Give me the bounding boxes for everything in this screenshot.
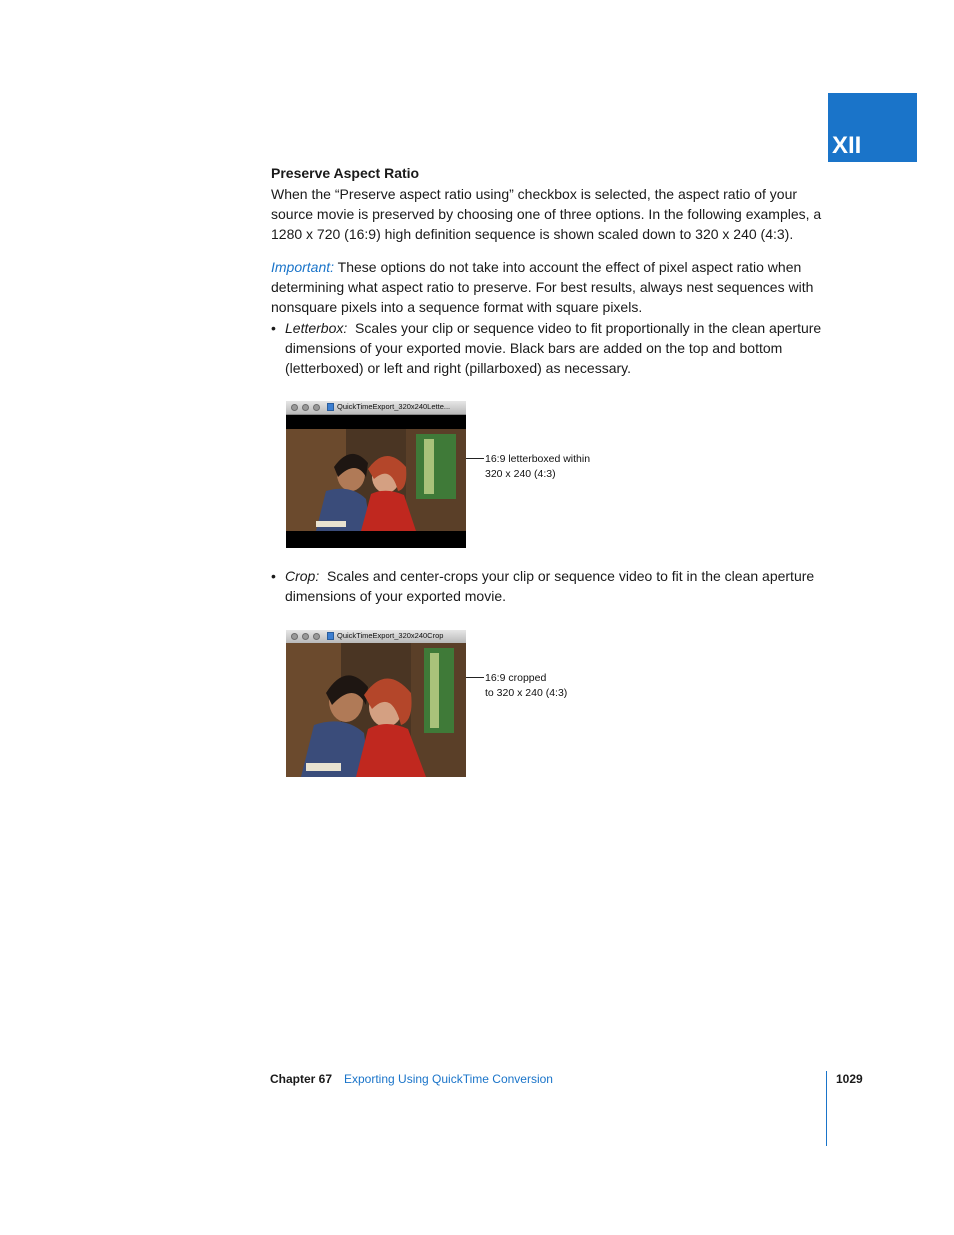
callout-leader-line xyxy=(466,677,484,678)
bullet-letterbox xyxy=(271,318,831,378)
page-number: 1029 xyxy=(836,1072,863,1086)
close-button-icon xyxy=(291,404,298,411)
close-button-icon xyxy=(291,633,298,640)
section-body-2 xyxy=(271,566,831,606)
minimize-button-icon xyxy=(302,633,309,640)
intro-paragraph: When the “Preserve aspect ratio using” checkbox is selected, the aspect ratio of your source movie is preserved by choosing one of three options. In the following examples, a 1280 x 720 (16:9) high definition sequence is shown scaled down to 320 x 240 (4:3). xyxy=(271,186,822,242)
minimize-button-icon xyxy=(302,404,309,411)
important-label: Important: xyxy=(271,259,335,275)
zoom-button-icon xyxy=(313,404,320,411)
zoom-button-icon xyxy=(313,633,320,640)
callout-leader-line xyxy=(466,458,484,459)
footer-chapter: Chapter 67 xyxy=(270,1072,333,1086)
section-body xyxy=(271,163,831,378)
crop-screenshot xyxy=(286,630,466,777)
caption-line: 320 x 240 (4:3) xyxy=(485,468,556,480)
window-titlebar xyxy=(286,630,466,644)
footer-chapter-title-link[interactable]: Exporting Using QuickTime Conversion xyxy=(344,1072,553,1086)
document-icon xyxy=(327,632,334,640)
crop-caption xyxy=(485,671,567,701)
important-text: These options do not take into account the effect of pixel aspect ratio when determining what aspect ratio to preserve. For best results, always nest sequences with nonsquare pixels into a sequence format with square pixels. xyxy=(271,259,814,315)
footer-divider xyxy=(826,1071,827,1146)
letterbox-screenshot xyxy=(286,401,466,548)
window-title: QuickTimeExport_320x240Crop xyxy=(337,631,444,640)
bullet-term: Letterbox: xyxy=(285,320,348,336)
important-note xyxy=(271,257,831,317)
chapter-tab-label: XII xyxy=(832,132,862,159)
window-titlebar xyxy=(286,401,466,415)
caption-line: to 320 x 240 (4:3) xyxy=(485,687,568,699)
bullet-text: Scales your clip or sequence video to fit proportionally in the clean aperture dimensions of your exported movie. Black bars are added on the top and bottom (letterboxed) or left and right (pillarboxed) as necessary. xyxy=(285,320,822,376)
bullet-dot: • xyxy=(271,320,276,336)
video-frame-image xyxy=(286,643,466,777)
bullet-dot: • xyxy=(271,568,276,584)
bullet-text: Scales and center-crops your clip or sequence video to fit in the clean aperture dimensions of your exported movie. xyxy=(285,568,815,604)
document-icon xyxy=(327,403,334,411)
caption-line: 16:9 letterboxed within xyxy=(485,453,591,465)
caption-line: 16:9 cropped xyxy=(485,672,547,684)
section-heading: Preserve Aspect Ratio xyxy=(271,165,420,181)
letterbox-caption xyxy=(485,452,590,482)
video-frame-image xyxy=(286,429,466,531)
chapter-tab xyxy=(828,93,917,162)
window-title: QuickTimeExport_320x240Lette... xyxy=(337,402,451,411)
bullet-crop xyxy=(271,566,831,606)
bullet-term: Crop: xyxy=(285,568,320,584)
